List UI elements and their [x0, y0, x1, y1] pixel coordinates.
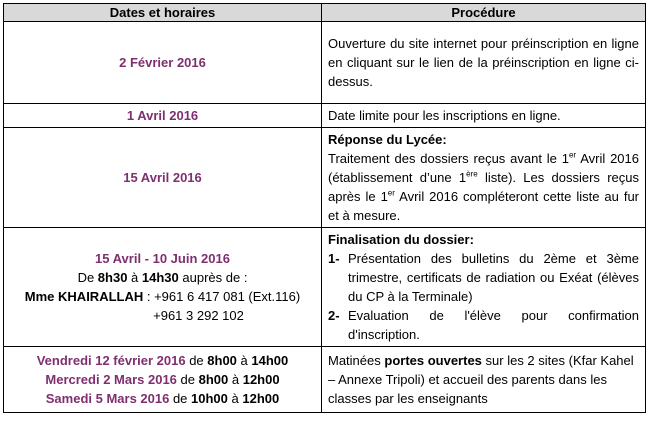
open-day-line: Samedi 5 Mars 2016 de 10h00 à 12h00 [45, 391, 280, 406]
contact-line [10, 287, 315, 306]
date-text: 1 Avril 2016 [126, 108, 199, 123]
header-dates: Dates et horaires [4, 4, 322, 22]
table-header-row [4, 4, 646, 22]
list-item: 2- Evaluation de l'élève pour confirmation d'inscription. [328, 308, 639, 342]
table-row [4, 347, 646, 413]
table-row [4, 128, 646, 228]
response-title: Réponse du Lycée: [328, 132, 447, 147]
finalisation-title: Finalisation du dossier: [328, 232, 474, 247]
date-cell [4, 22, 322, 104]
table-row [4, 104, 646, 128]
list-item: 1- Présentation des bulletins du 2ème et 3ème trimestre, certificats de radiation ou Exéat (élèves du CP à la Terminale) [328, 251, 639, 304]
hours-line: De 8h30 à 14h30 auprès de : [77, 270, 248, 285]
table-row [4, 228, 646, 347]
date-cell [4, 104, 322, 128]
procedure-cell [322, 128, 646, 228]
procedure-cell [322, 347, 646, 413]
open-day-text: Matinées portes ouvertes sur les 2 sites (Kfar Kahel – Annexe Tripoli) et accueil des parents dans les classes par les enseignants [328, 353, 634, 406]
open-day-line: Mercredi 2 Mars 2016 de 8h00 à 12h00 [45, 372, 280, 387]
finalisation-list [328, 249, 639, 344]
open-day-line: Vendredi 12 février 2016 de 8h00 à 14h00 [36, 353, 289, 368]
procedure-cell [322, 104, 646, 128]
procedure-text: Date limite pour les inscriptions en ligne. [328, 108, 561, 123]
schedule-table [3, 3, 646, 413]
table-row [4, 22, 646, 104]
header-procedure: Procédure [322, 4, 646, 22]
date-cell [4, 228, 322, 347]
date-cell [4, 347, 322, 413]
date-range: 15 Avril - 10 Juin 2016 [95, 251, 230, 266]
phone-2: +961 3 292 102 [153, 308, 244, 323]
date-text: 2 Février 2016 [119, 55, 206, 70]
contact-name: Mme KHAIRALLAH [24, 289, 144, 304]
procedure-cell [322, 228, 646, 347]
procedure-text: Ouverture du site internet pour préinscription en ligne en cliquant sur le lien de la préinscription en ligne ci-dessus. [328, 36, 639, 89]
procedure-cell [322, 22, 646, 104]
date-text: 15 Avril 2016 [123, 170, 202, 185]
response-text: Traitement des dossiers reçus avant le 1er Avril 2016 (établissement d’une 1ère liste). Les dossiers reçus après le 1er Avril 2016 compléteront cette liste au fur et à mesure. [328, 150, 639, 223]
phone-line [10, 306, 315, 325]
phone-1: : +961 6 417 081 (Ext.116) [143, 289, 301, 304]
date-cell [4, 128, 322, 228]
